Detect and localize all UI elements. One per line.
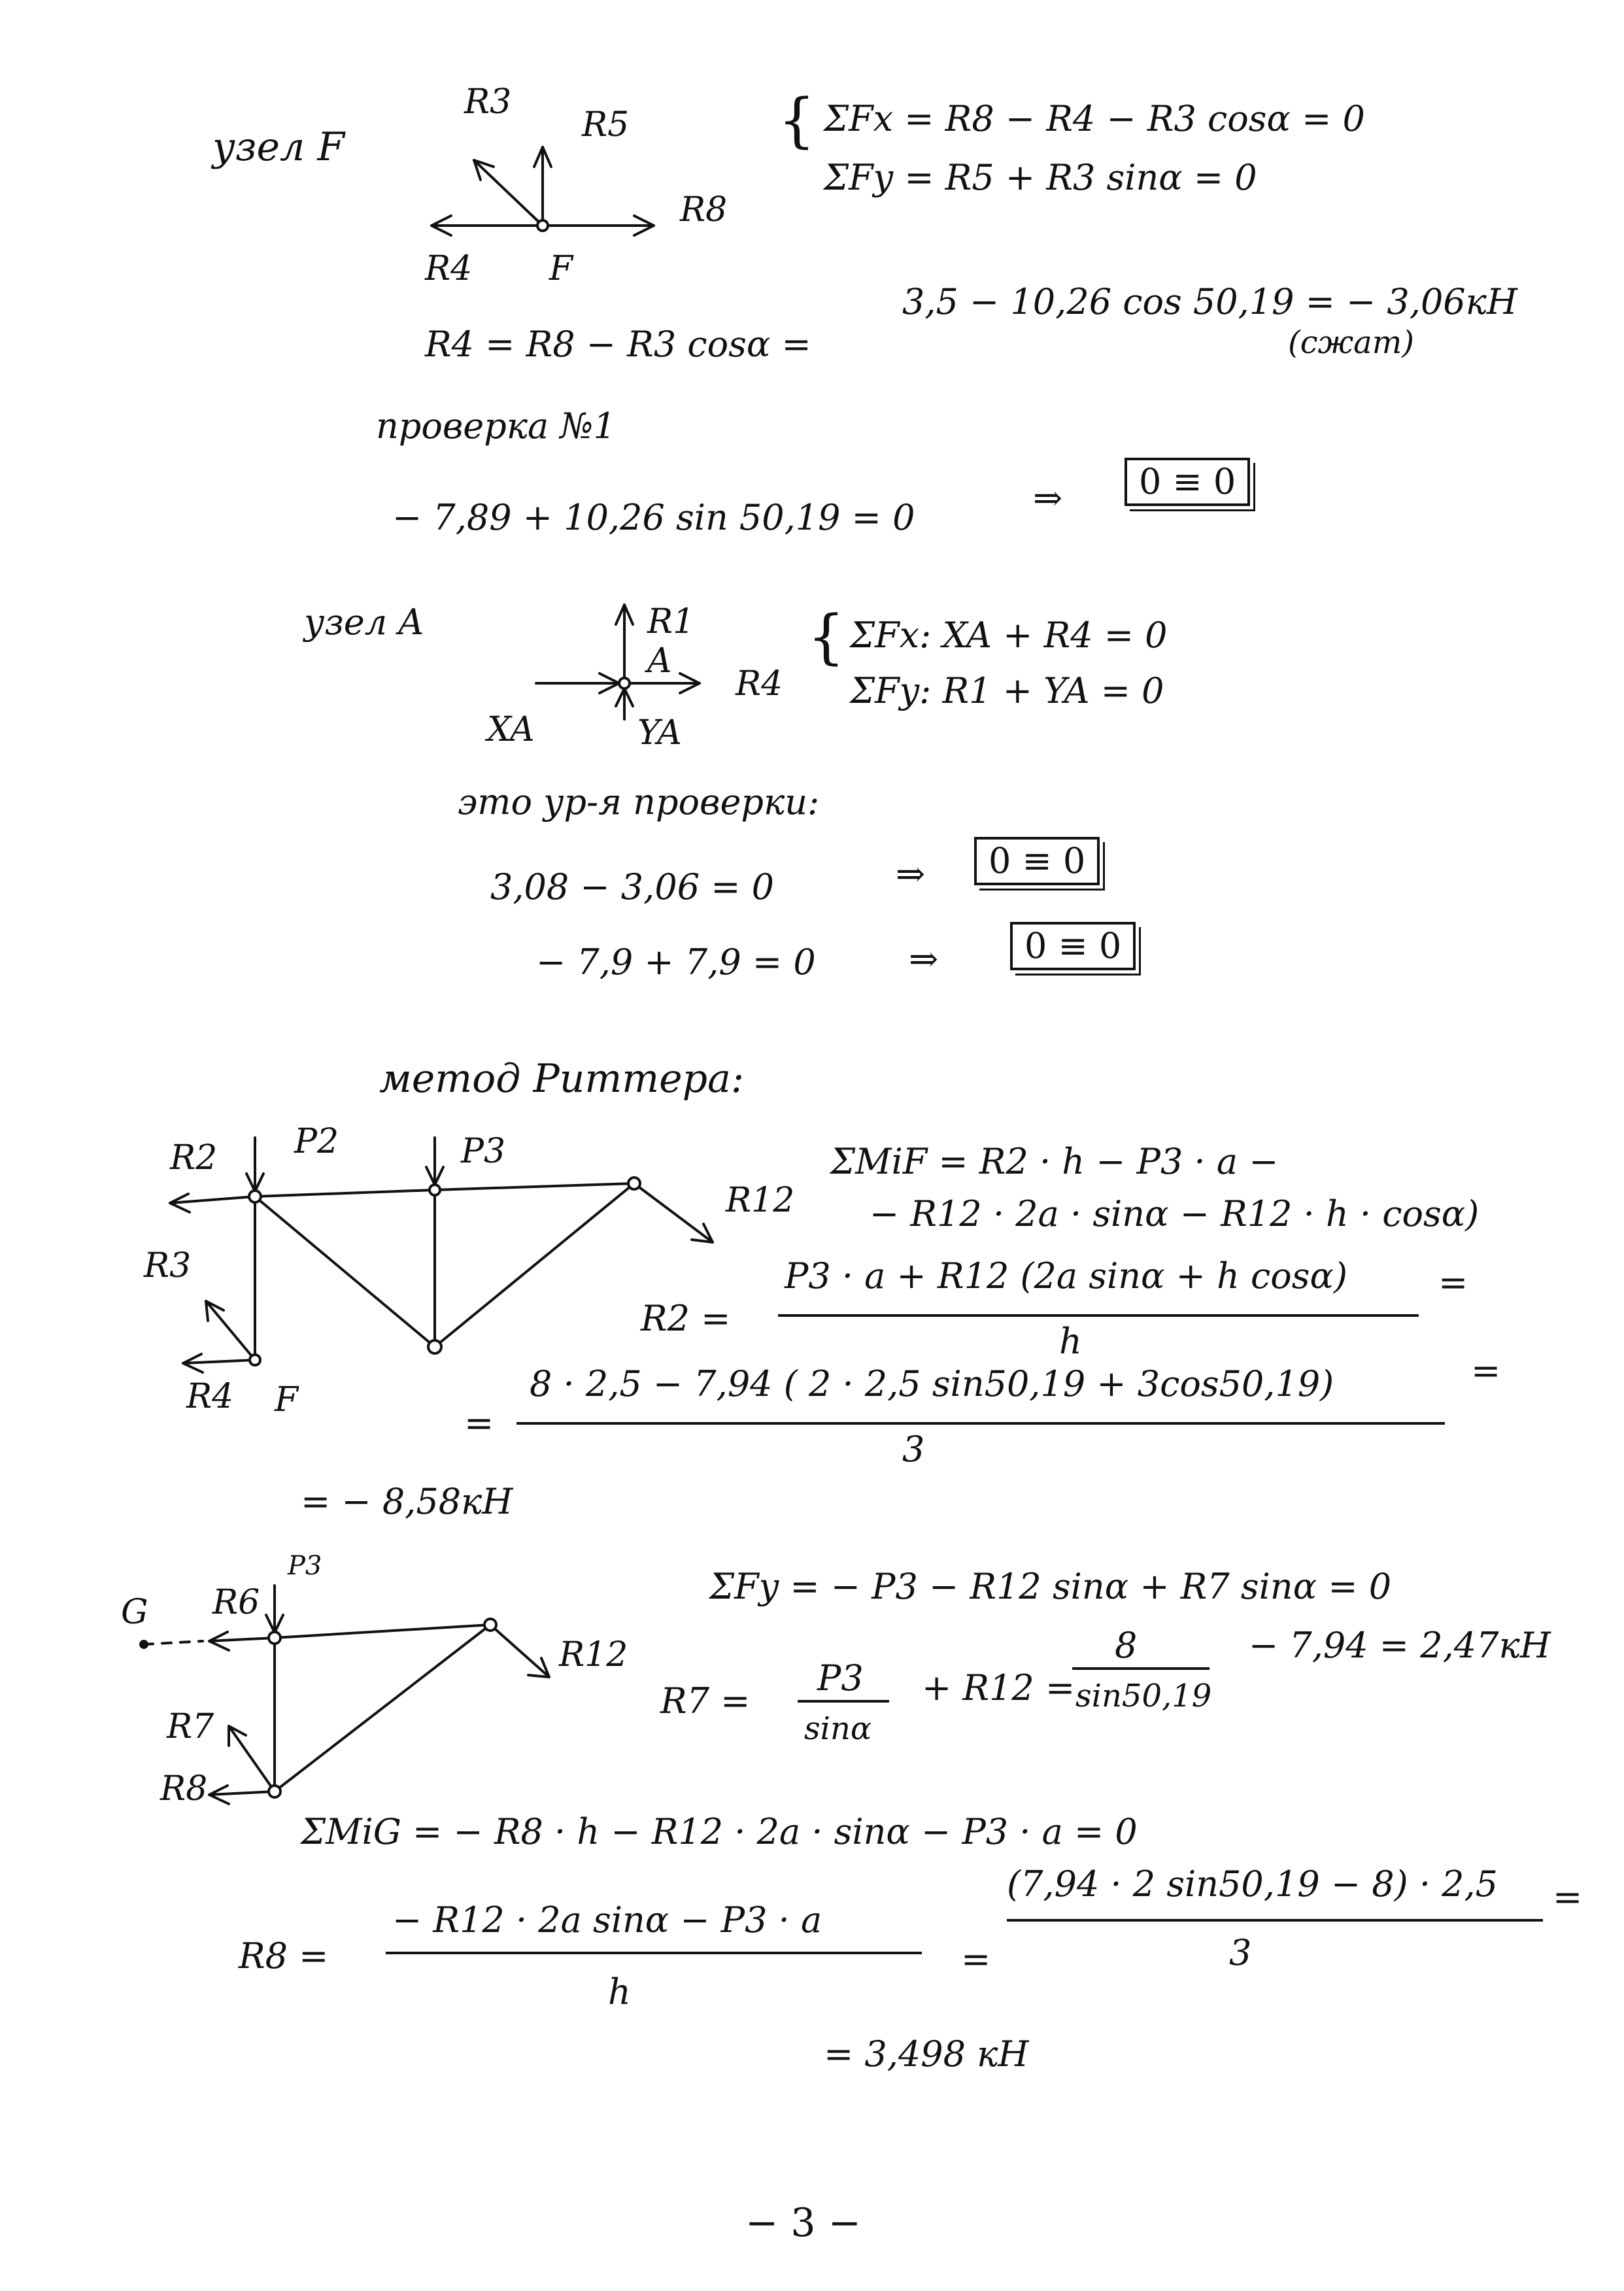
- node-f-label-r8: R8: [680, 190, 728, 229]
- truss2-label-g: G: [121, 1593, 148, 1632]
- check-1-equation: − 7,89 + 10,26 sin 50,19 = 0: [392, 497, 915, 538]
- node-a-eq-y: ΣFy: R1 + YA = 0: [850, 670, 1164, 711]
- truss1-label-r3: R3: [144, 1246, 192, 1285]
- node-a-brace: {: [807, 603, 845, 671]
- truss1-label-p3: P3: [461, 1132, 506, 1171]
- truss2-label-r8: R8: [160, 1769, 208, 1808]
- r8-label: R8 =: [239, 1935, 329, 1977]
- node-a-label-r4: R4: [736, 664, 783, 704]
- r7-label: R7 =: [660, 1680, 751, 1722]
- check-2-equation: 3,08 − 3,06 = 0: [490, 866, 774, 908]
- r2-denominator-numeric: 3: [902, 1429, 925, 1470]
- r8-fraction-bar: [386, 1952, 922, 1954]
- r7-frac2-bar: [1072, 1667, 1210, 1670]
- node-a-title: узел A: [304, 602, 424, 643]
- page-number: − 3 −: [745, 2200, 861, 2246]
- node-f-eq-x: ΣFx = R8 − R4 − R3 cosα = 0: [824, 98, 1365, 139]
- r2-result: = − 8,58кН: [301, 1481, 513, 1522]
- moment-eq-f-line2: − R12 · 2a · sinα − R12 · h · cosα): [870, 1193, 1480, 1234]
- fy-equation: ΣFy = − P3 − R12 sinα + R7 sinα = 0: [709, 1566, 1392, 1607]
- node-a-eq-x: ΣFx: XA + R4 = 0: [850, 615, 1168, 656]
- truss1-label-r12: R12: [726, 1181, 795, 1220]
- r7-frac-num: P3: [817, 1657, 864, 1699]
- r7-frac2-den: sin50,19: [1075, 1678, 1212, 1714]
- r7-frac-den: sinα: [804, 1710, 872, 1747]
- check-equations-note: это ур-я проверки:: [458, 781, 820, 823]
- r2-denominator: h: [1059, 1321, 1082, 1362]
- check-3-equation: − 7,9 + 7,9 = 0: [536, 942, 816, 983]
- r8-equals-1: =: [961, 1939, 991, 1980]
- node-a-diagram: [523, 588, 732, 732]
- node-a-label-r1: R1: [647, 602, 695, 641]
- r2-numerator-numeric: 8 · 2,5 − 7,94 ( 2 · 2,5 sin50,19 + 3cos50,19): [530, 1363, 1334, 1404]
- truss1-label-r2: R2: [170, 1138, 218, 1178]
- r2-numeric-fraction-bar: [516, 1422, 1445, 1425]
- truss2-label-r7: R7: [167, 1707, 214, 1746]
- r8-denominator-numeric: 3: [1229, 1932, 1252, 1973]
- node-f-eq-y: ΣFy = R5 + R3 sinα = 0: [824, 157, 1257, 198]
- r7-frac-bar: [798, 1700, 889, 1703]
- r7-plus: + R12 =: [922, 1667, 1075, 1708]
- check-1-title: проверка №1: [376, 405, 616, 447]
- node-f-label-f: F: [549, 249, 573, 288]
- node-f-label-r3: R3: [464, 82, 512, 122]
- truss2-label-r6: R6: [212, 1583, 260, 1622]
- truss2-label-r12: R12: [559, 1635, 628, 1674]
- implies-arrow-3: ⇒: [909, 938, 939, 979]
- r2-equals-1: =: [1438, 1262, 1468, 1303]
- check-3-result: 0 ≡ 0: [1010, 922, 1136, 970]
- r4-note: (сжат): [1288, 324, 1415, 361]
- r2-label: R2 =: [641, 1298, 731, 1339]
- node-a-label-ya: YA: [637, 713, 682, 753]
- r2-equals-3: =: [1471, 1350, 1501, 1391]
- node-a-label-a: A: [647, 641, 672, 681]
- truss2-label-p3: P3: [288, 1551, 322, 1581]
- check-1-result: 0 ≡ 0: [1125, 458, 1250, 506]
- r4-value: 3,5 − 10,26 cos 50,19 = − 3,06кН: [902, 281, 1517, 322]
- node-f-brace: {: [778, 86, 816, 155]
- r8-numeric-fraction-bar: [1007, 1919, 1543, 1922]
- truss1-label-r4: R4: [186, 1377, 234, 1416]
- node-a-label-xa: XA: [487, 710, 535, 749]
- r2-fraction-bar: [778, 1314, 1419, 1317]
- r4-formula: R4 = R8 − R3 cosα =: [425, 324, 811, 365]
- r8-result: = 3,498 кН: [824, 2033, 1029, 2075]
- r8-denominator: h: [608, 1971, 631, 2012]
- r2-equals-2: =: [464, 1402, 494, 1444]
- node-f-title: узел F: [212, 124, 345, 170]
- moment-eq-g: ΣMiG = − R8 · h − R12 · 2a · sinα − P3 · a = 0: [301, 1811, 1138, 1852]
- check-2-result: 0 ≡ 0: [974, 837, 1100, 885]
- r7-frac2-num: 8: [1115, 1625, 1138, 1666]
- r8-numerator-numeric: (7,94 · 2 sin50,19 − 8) · 2,5: [1007, 1863, 1498, 1905]
- r8-numerator: − R12 · 2a sinα − P3 · a: [392, 1899, 822, 1941]
- node-f-label-r5: R5: [582, 105, 630, 144]
- ritter-title: метод Риттера:: [379, 1056, 745, 1102]
- truss1-label-p2: P2: [294, 1122, 339, 1161]
- r8-equals-2: =: [1553, 1876, 1583, 1918]
- truss1-label-f: F: [275, 1380, 299, 1419]
- moment-eq-f-line1: ΣMiF = R2 · h − P3 · a −: [830, 1141, 1279, 1182]
- implies-arrow-2: ⇒: [896, 853, 926, 894]
- r7-result: − 7,94 = 2,47кН: [1249, 1625, 1551, 1666]
- r2-numerator: P3 · a + R12 (2a sinα + h cosα): [785, 1255, 1348, 1297]
- implies-arrow: ⇒: [1033, 477, 1063, 518]
- node-f-label-r4: R4: [425, 249, 473, 288]
